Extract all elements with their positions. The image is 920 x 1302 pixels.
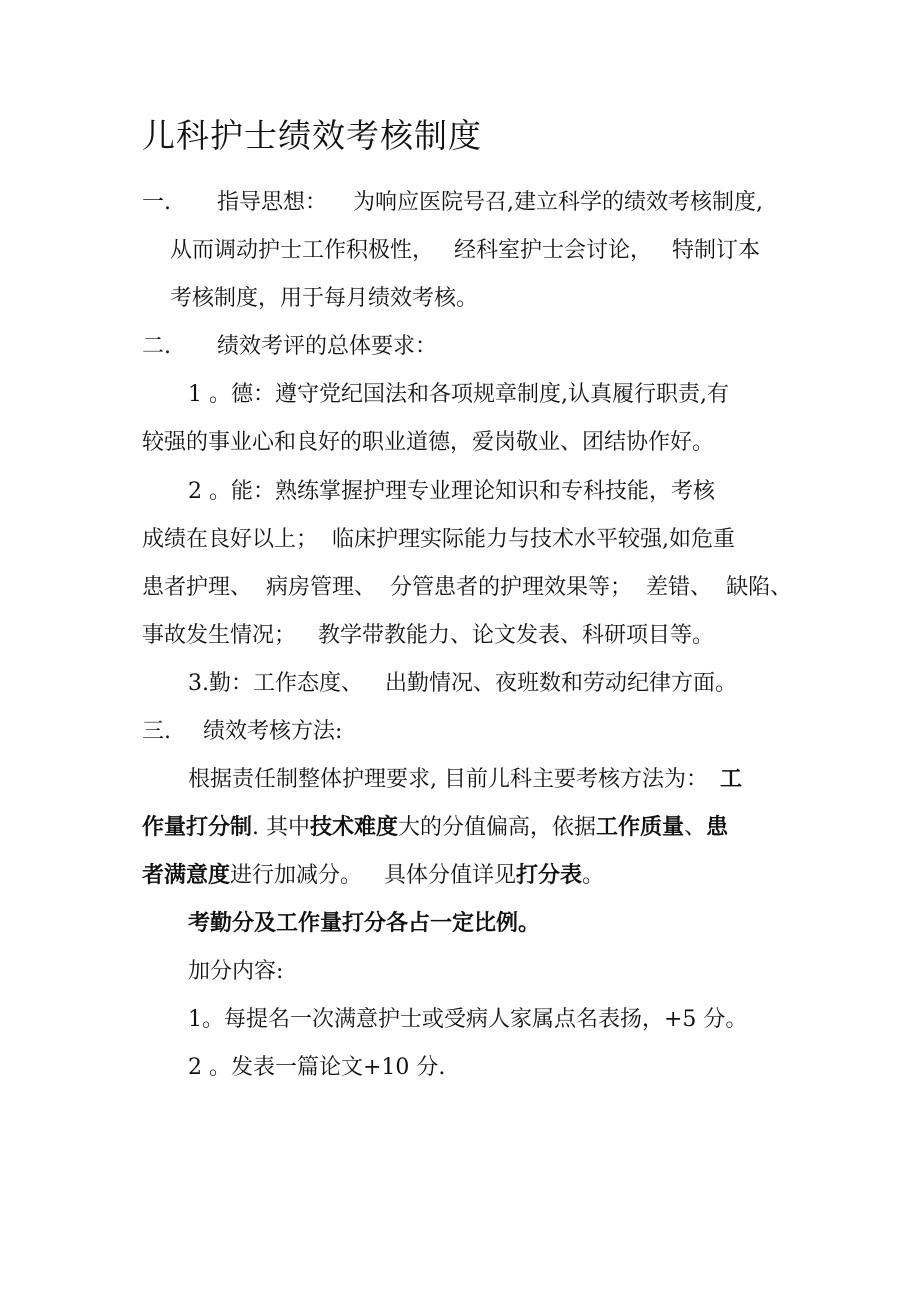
morality-line-1: 1 。德：遵守党纪国法和各项规章制度,认真履行职责,有	[188, 382, 729, 407]
method-line-1: 根据责任制整体护理要求, 目前儿科主要考核方法为： 工	[188, 767, 743, 792]
section-3-heading	[142, 717, 342, 747]
section-1-line-1: 为响应医院号召,建立科学的绩效考核制度,	[353, 190, 764, 215]
section-2-number: 二.	[142, 334, 171, 359]
section-1-heading	[142, 188, 763, 218]
ratio-line: 考勤分及工作量打分各占一定比例。	[188, 911, 541, 936]
bonus-label: 加分内容:	[188, 959, 284, 984]
section-1-line-2: 从而调动护士工作积极性， 经科室护士会讨论， 特制订本	[170, 238, 761, 263]
section-1-line-3: 考核制度，用于每月绩效考核。	[170, 286, 479, 311]
section-3-number: 三.	[142, 719, 171, 744]
method-line-3: 者满意度进行加减分。 具体分值详见打分表。	[142, 863, 605, 888]
page-title: 儿科护士绩效考核制度	[142, 116, 482, 155]
section-1-number: 一.	[142, 190, 171, 215]
section-2-label: 绩效考评的总体要求：	[217, 334, 438, 359]
bonus-item-2: 2 。发表一篇论文+10 分.	[188, 1055, 446, 1080]
bonus-item-1: 1。每提名一次满意护士或受病人家属点名表扬，+5 分。	[188, 1007, 748, 1032]
ability-line-2: 成绩在良好以上； 临床护理实际能力与技术水平较强,如危重	[142, 527, 736, 552]
ability-line-1: 2 。能：熟练掌握护理专业理论知识和专科技能，考核	[188, 479, 715, 504]
section-2-heading	[142, 332, 437, 362]
method-line-2: 作量打分制. 其中技术难度大的分值偏高，依据工作质量、患	[142, 815, 729, 840]
diligence-line: 3.勤：工作态度、 出勤情况、夜班数和劳动纪律方面。	[188, 671, 738, 696]
ability-line-4: 事故发生情况； 教学带教能力、论文发表、科研项目等。	[142, 623, 715, 648]
section-3-label: 绩效考核方法:	[203, 719, 343, 744]
section-1-label: 指导思想：	[217, 190, 328, 215]
ability-line-3: 患者护理、 病房管理、 分管患者的护理效果等； 差错、 缺陷、	[142, 575, 793, 600]
morality-line-2: 较强的事业心和良好的职业道德，爱岗敬业、团结协作好。	[142, 430, 715, 455]
